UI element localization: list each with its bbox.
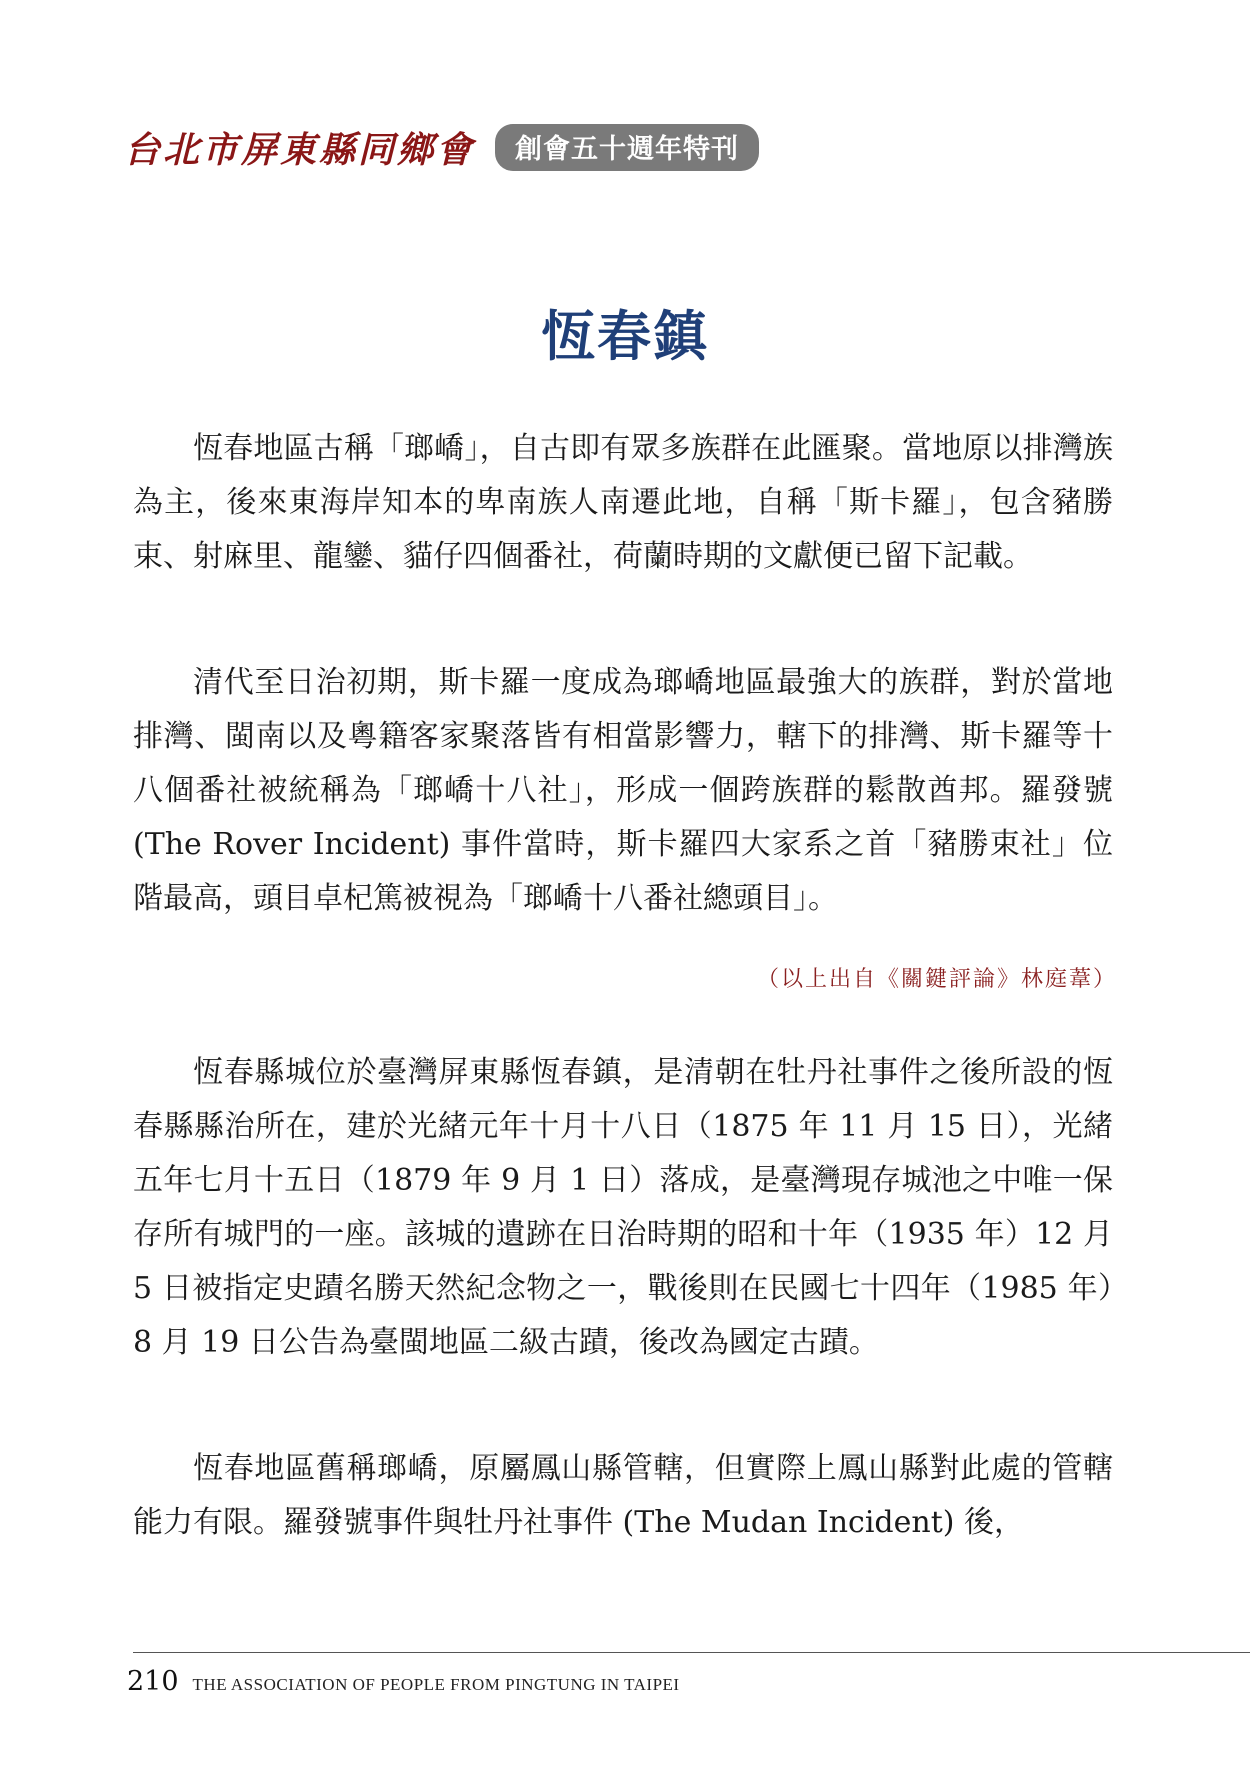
paragraph-4: 恆春地區舊稱瑯嶠，原屬鳳山縣管轄，但實際上鳳山縣對此處的管轄能力有限。羅發號事件與牡丹社事件 (The Mudan Incident) 後， [133,1451,1113,1540]
paragraph-2: 清代至日治初期，斯卡羅一度成為瑯嶠地區最強大的族群，對於當地排灣、閩南以及粵籍客家聚落皆有相當影響力，轄下的排灣、斯卡羅等十八個番社被統稱為「瑯嶠十八社」，形成一個跨族群的鬆散酋邦。羅發號 (The Rover Incident) 事件當時，斯卡羅四大家系之首「豬勝束社」位階最高，頭目卓杞篤被視為「瑯嶠十八番社總頭目」。 [133,665,1113,916]
page-title: 恆春鎮 [541,304,709,369]
paragraph-1: 恆春地區古稱「瑯嶠」，自古即有眾多族群在此匯聚。當地原以排灣族為主，後來東海岸知本的卑南族人南遷此地，自稱「斯卡羅」，包含豬勝束、射麻里、龍鑾、貓仔四個番社，荷蘭時期的文獻便已留下記載。 [133,431,1113,574]
page-footer [127,1666,680,1697]
footer-divider [133,1652,1250,1653]
page-number: 210 [127,1666,179,1697]
paragraph-3: 恆春縣城位於臺灣屏東縣恆春鎮，是清朝在牡丹社事件之後所設的恆春縣縣治所在，建於光緒元年十月十八日（1875 年 11 月 15 日），光緒五年七月十五日（1879 年 9 月 1 日）落成，是臺灣現存城池之中唯一保存所有城門的一座。該城的遺跡在日治時期的昭和十年（1935 年）12 月 5 日被指定史蹟名勝天然紀念物之一，戰後則在民國七十四年（1985 年）8 月 19 日公告為臺閩地區二級古蹟，後改為國定古蹟。 [133,1055,1113,1360]
edition-badge: 創會五十週年特刊 [495,124,759,171]
org-name: 台北市屏東縣同鄉會 [124,128,476,171]
footer-text: THE ASSOCIATION OF PEOPLE FROM PINGTUNG IN TAIPEI [192,1675,680,1694]
page-header [124,122,759,172]
source-note: （以上出自《關鍵評論》林庭葦） [756,967,1117,992]
